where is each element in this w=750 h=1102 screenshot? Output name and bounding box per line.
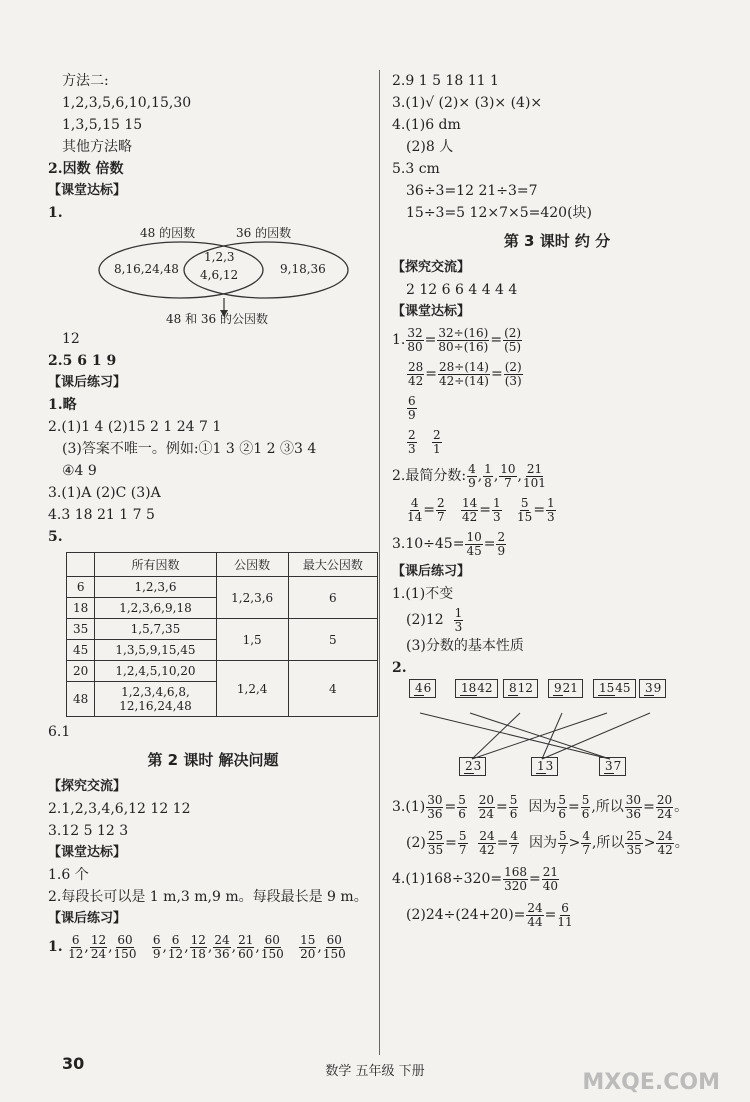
table-cell: 5	[288, 619, 377, 661]
t3: 3.12 5 12 3	[48, 823, 129, 839]
t2: 2.1,2,3,4,6,12 12 12	[48, 801, 191, 817]
venn-right-title: 36 的因数	[236, 226, 292, 240]
section-khlx2: 【课后练习】	[48, 911, 127, 926]
kh1c: (3)分数的基本性质	[406, 638, 524, 654]
ans4-label: 4.(1)168÷320=	[392, 871, 503, 887]
table-cell: 48	[67, 682, 95, 717]
table-cell-line2: 12,16,24,48	[119, 699, 192, 713]
table-row	[67, 661, 378, 682]
tj-answers: 2 12 6 6 4 4 4 4	[406, 282, 518, 298]
ans3-part2: (2) $\frac{25}{35}$ = $\frac{5}{7}$ $\frac{24}{42}$ = $\frac{4}{7}$ 因为 $\frac{5}{7}$ > $\frac{4}{7}$ ,所以 $\frac{25}{35}$ > $\frac{24}{42}$ 。	[406, 828, 689, 857]
venn-common-row2: 4,6,12	[200, 268, 239, 282]
lesson2-title: 第 2 课时 解决问题	[147, 751, 279, 769]
k1: 1.略	[48, 397, 77, 413]
box-3-9: 39	[638, 679, 680, 698]
table-cell: 1,2,3,6	[95, 577, 216, 598]
ans3-label: 3.(1)	[392, 799, 426, 815]
factor-table	[66, 552, 378, 717]
table-cell: 35	[67, 619, 95, 640]
table-cell: 1,2,3,6	[216, 577, 288, 619]
simplest-fractions: 2.最简分数: $\frac{4}{9}$ , $\frac{1}{8}$ , $\frac{10}{7}$ , $\frac{21}{101}$	[392, 461, 546, 490]
q1-label: 1.	[48, 205, 63, 221]
ans3b-label: (2)	[406, 835, 426, 851]
r3: 3.(1)√ (2)× (3)× (4)×	[392, 95, 543, 111]
box-15-45: 1545	[592, 679, 650, 698]
reduce-28-42: $\frac{28}{42}$ = $\frac{28\div(14)}{42\div(14)}$ = $\frac{(2)}{(3)}$	[408, 359, 522, 388]
venn-left-set: 8,16,24,48	[114, 262, 179, 276]
r5a: 5.3 cm	[392, 161, 440, 177]
table-header: 公因数	[216, 553, 288, 577]
section-khlx: 【课后练习】	[48, 375, 127, 390]
k6: 6.1	[48, 724, 71, 740]
table-cell: 1,5	[216, 619, 288, 661]
q3-division: 3.10÷45= $\frac{10}{45}$ = $\frac{2}{9}$	[392, 529, 506, 558]
r4a: 4.(1)6 dm	[392, 117, 461, 133]
kh1a: 1.(1)不变	[392, 586, 454, 602]
table-cell: 45	[67, 640, 95, 661]
table-cell: 1,2,4,5,10,20	[95, 661, 216, 682]
l1-fractions: 1. $\frac{6}{12}$ , $\frac{12}{24}$ , $\frac{60}{150}$ $\frac{6}{9}$ , $\frac{6}{12}$ , $\frac{12}{18}$ , $\frac{24}{36}$ , $\frac{21}{60}$ , $\frac{60}{150}$ $\frac{15}{20}$ , $\frac{60}{150}$	[48, 932, 346, 961]
k3: 3.(1)A (2)C (3)A	[48, 485, 161, 501]
left-column	[48, 70, 378, 964]
d1: 1.6 个	[48, 867, 89, 883]
so-1: ,所以	[591, 799, 624, 815]
simplest-results: $\frac{4}{14}$ = $\frac{2}{7}$ $\frac{14}{42}$ = $\frac{1}{3}$ $\frac{5}{15}$ = $\frac{1}{3}$	[407, 495, 555, 524]
r2: 2.9 1 5 18 11 1	[392, 73, 499, 89]
table-cell-line1: 1,2,3,4,6,8,	[121, 685, 190, 699]
other-methods: 其他方法略	[62, 139, 132, 155]
box-3-7: 37	[598, 757, 640, 776]
r4b: (2)8 人	[406, 139, 454, 155]
box-8-12: 812	[502, 679, 552, 698]
table-header: 最大公因数	[288, 553, 377, 577]
method2-line1: 1,2,3,5,6,10,15,30	[62, 95, 192, 111]
box-4-6: 46	[408, 679, 450, 698]
ans4-part2: (2)24÷(24+20)= $\frac{24}{44}$ = $\frac{6}{11}$	[406, 900, 573, 929]
table-header: 所有因数	[95, 553, 216, 577]
table-row	[67, 577, 378, 598]
table-cell	[95, 682, 216, 717]
ans3-part1: 3.(1) $\frac{30}{36}$ = $\frac{5}{6}$ $\frac{20}{24}$ = $\frac{5}{6}$ 因为 $\frac{5}{6}$ = $\frac{5}{6}$ ,所以 $\frac{30}{36}$ = $\frac{20}{24}$ 。	[392, 792, 689, 821]
section-tjjl-r: 【探究交流】	[392, 260, 471, 275]
q3-label: 3.10÷45=	[392, 536, 465, 552]
table-cell: 6	[288, 577, 377, 619]
so-2: ,所以	[591, 835, 625, 851]
q2-factors-multiples: 2.因数 倍数	[48, 161, 124, 177]
k2c: ④4 9	[62, 463, 97, 479]
q1-answer: 12	[62, 331, 80, 347]
section-ktdb: 【课堂达标】	[48, 183, 127, 198]
footer-subject: 数学 五年级 下册	[325, 1064, 425, 1079]
k4: 4.3 18 21 1 7 5	[48, 507, 155, 523]
venn-right-set: 9,18,36	[280, 262, 326, 276]
simplest-label: 2.最简分数:	[392, 468, 467, 484]
table-cell: 1,5,7,35	[95, 619, 216, 640]
box-1-3: 13	[530, 757, 572, 776]
section-khlx-r: 【课后练习】	[392, 564, 471, 579]
reduce-2-3: $\frac{2}{3}$ $\frac{2}{1}$	[408, 427, 441, 456]
table-header	[67, 553, 95, 577]
q2b: 2.5 6 1 9	[48, 353, 117, 369]
venn-common-row1: 1,2,3	[204, 250, 235, 264]
matching-diagram	[392, 679, 722, 789]
table-header-row	[67, 553, 378, 577]
page-number: 30	[62, 1054, 85, 1073]
reduce-6-9: $\frac{6}{9}$	[408, 393, 416, 422]
k2b: (3)答案不唯一。例如:①1 3 ②1 2 ③3 4	[62, 441, 317, 457]
venn-common-caption: 48 和 36 的公因数	[166, 312, 268, 326]
table-cell: 1,2,3,6,9,18	[95, 598, 216, 619]
venn-left-title: 48 的因数	[140, 226, 196, 240]
column-divider	[379, 70, 380, 1055]
ans4b-label: (2)24÷(24+20)=	[406, 907, 526, 923]
venn-diagram	[66, 224, 378, 328]
l1-label: 1.	[48, 939, 63, 955]
because-1: 因为	[528, 799, 557, 815]
box-2-3: 23	[458, 757, 500, 776]
kh1b: (2)12	[406, 612, 444, 628]
box-9-21: 921	[547, 679, 597, 698]
r5c: 15÷3=5 12×7×5=420(块)	[406, 205, 593, 221]
table-cell: 6	[67, 577, 95, 598]
kh1b-row: (2)12 $\frac{1}{3}$	[406, 605, 463, 634]
table-row	[67, 619, 378, 640]
right-column	[392, 70, 722, 933]
kh2-label: 2.	[392, 660, 407, 676]
table-cell: 18	[67, 598, 95, 619]
d2: 2.每段长可以是 1 m,3 m,9 m。每段最长是 9 m。	[48, 889, 368, 905]
k5-label: 5.	[48, 529, 63, 545]
watermark: MXQE.COM	[582, 1070, 720, 1095]
section-ktdb-r: 【课堂达标】	[392, 304, 471, 319]
r5b: 36÷3=12 21÷3=7	[406, 183, 538, 199]
box-18-42: 1842	[454, 679, 512, 698]
method2-title: 方法二:	[62, 73, 109, 89]
section-tjjl: 【探究交流】	[48, 779, 127, 794]
table-cell: 1,3,5,9,15,45	[95, 640, 216, 661]
because-2: 因为	[528, 835, 557, 851]
table-cell: 20	[67, 661, 95, 682]
ans4-part1: 4.(1)168÷320= $\frac{168}{320}$ = $\frac{21}{40}$	[392, 864, 559, 893]
table-cell: 1,2,4	[216, 661, 288, 717]
method2-line2: 1,3,5,15 15	[62, 117, 143, 133]
reduce-32-80: 1. $\frac{32}{80}$ = $\frac{32\div(16)}{80\div(16)}$ = $\frac{(2)}{(5)}$	[392, 325, 522, 354]
lesson3-title: 第 3 课时 约 分	[503, 232, 611, 250]
table-cell: 4	[288, 661, 377, 717]
k2a: 2.(1)1 4 (2)15 2 1 24 7 1	[48, 419, 222, 435]
section-ktdb2: 【课堂达标】	[48, 845, 127, 860]
